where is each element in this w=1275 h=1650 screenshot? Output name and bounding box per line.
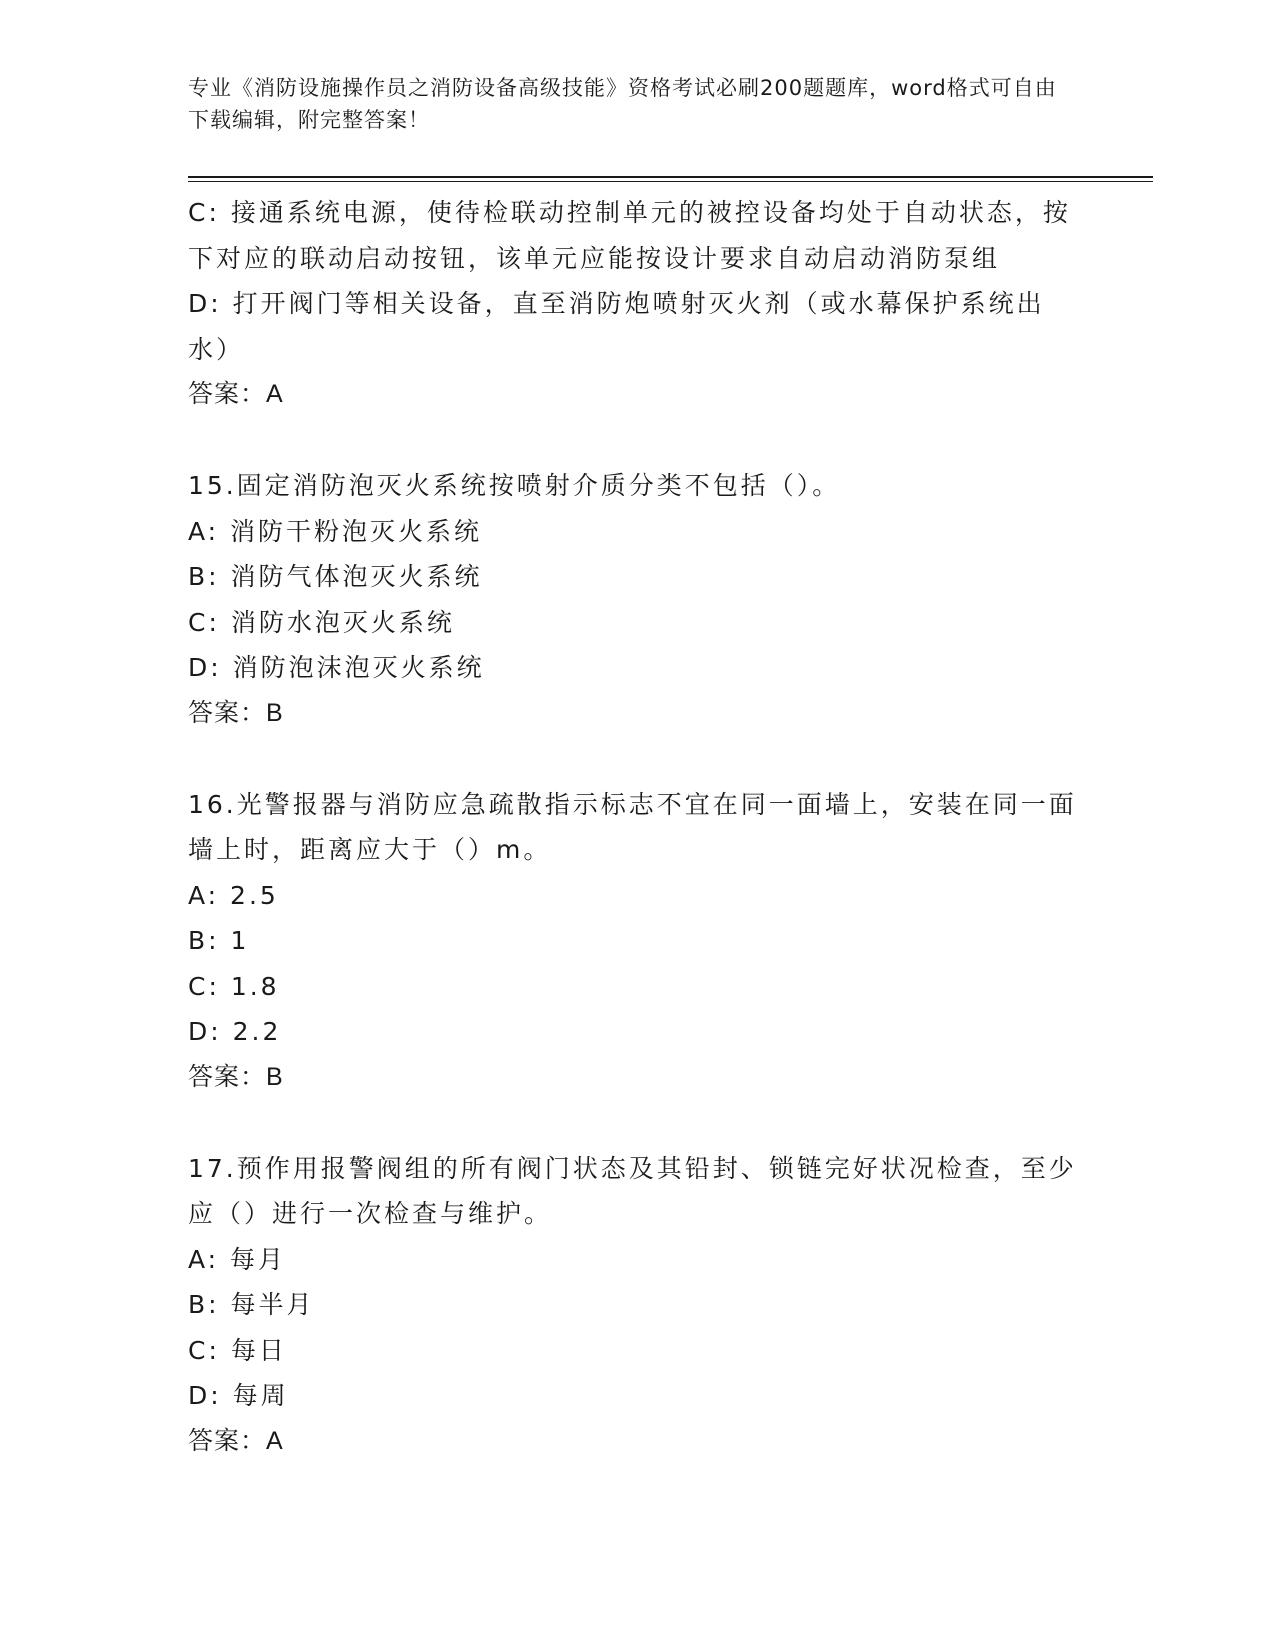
answer: 答案：A	[188, 380, 284, 408]
question-content	[188, 190, 1078, 1464]
answer: 答案：A	[188, 1426, 284, 1455]
option-b: B: 1	[188, 926, 250, 955]
option-c: C: 每日	[188, 1335, 287, 1365]
option-b: B: 每半月	[188, 1290, 315, 1319]
question-17	[188, 1146, 1078, 1465]
option-b: B: 消防气体泡灭火系统	[188, 562, 483, 591]
option-d: D: 消防泡沫泡灭火系统	[188, 653, 485, 682]
page-header: 专业《消防设施操作员之消防设备高级技能》资格考试必刷200题题库，word格式可自由下载编辑，附完整答案！	[188, 76, 1057, 132]
spacer	[188, 736, 1078, 782]
question-16	[188, 782, 1078, 1101]
answer: 答案：B	[188, 698, 284, 727]
option-a: A: 消防干粉泡灭火系统	[188, 516, 483, 546]
question-stem: 15.固定消防泡灭火系统按喷射介质分类不包括（）。	[188, 471, 841, 500]
option-c: C: 1.8	[188, 971, 280, 1001]
option-c: C: 消防水泡灭火系统	[188, 607, 455, 637]
header-divider	[188, 176, 1153, 178]
spacer	[188, 1100, 1078, 1146]
option-d: D: 每周	[188, 1381, 289, 1410]
question-15	[188, 463, 1078, 736]
question-stem: 17.预作用报警阀组的所有阀门状态及其铅封、锁链完好状况检查，至少应（）进行一次检查与维护。	[188, 1153, 1077, 1228]
option-d: D: 打开阀门等相关设备，直至消防炮喷射灭火剂（或水幕保护系统出水）	[188, 289, 1045, 364]
option-c: C: 接通系统电源，使待检联动控制单元的被控设备均处于自动状态，按下对应的联动启动按钮，该单元应能按设计要求自动启动消防泵组	[188, 198, 1071, 273]
question-stem: 16.光警报器与消防应急疏散指示标志不宜在同一面墙上，安装在同一面墙上时，距离应大于（）m。	[188, 789, 1077, 864]
option-a: A: 2.5	[188, 880, 279, 910]
option-d: D: 2.2	[188, 1017, 282, 1046]
spacer	[188, 418, 1078, 464]
option-a: A: 每月	[188, 1244, 287, 1274]
answer: 答案：B	[188, 1062, 284, 1091]
header-divider-thin	[188, 181, 1153, 182]
